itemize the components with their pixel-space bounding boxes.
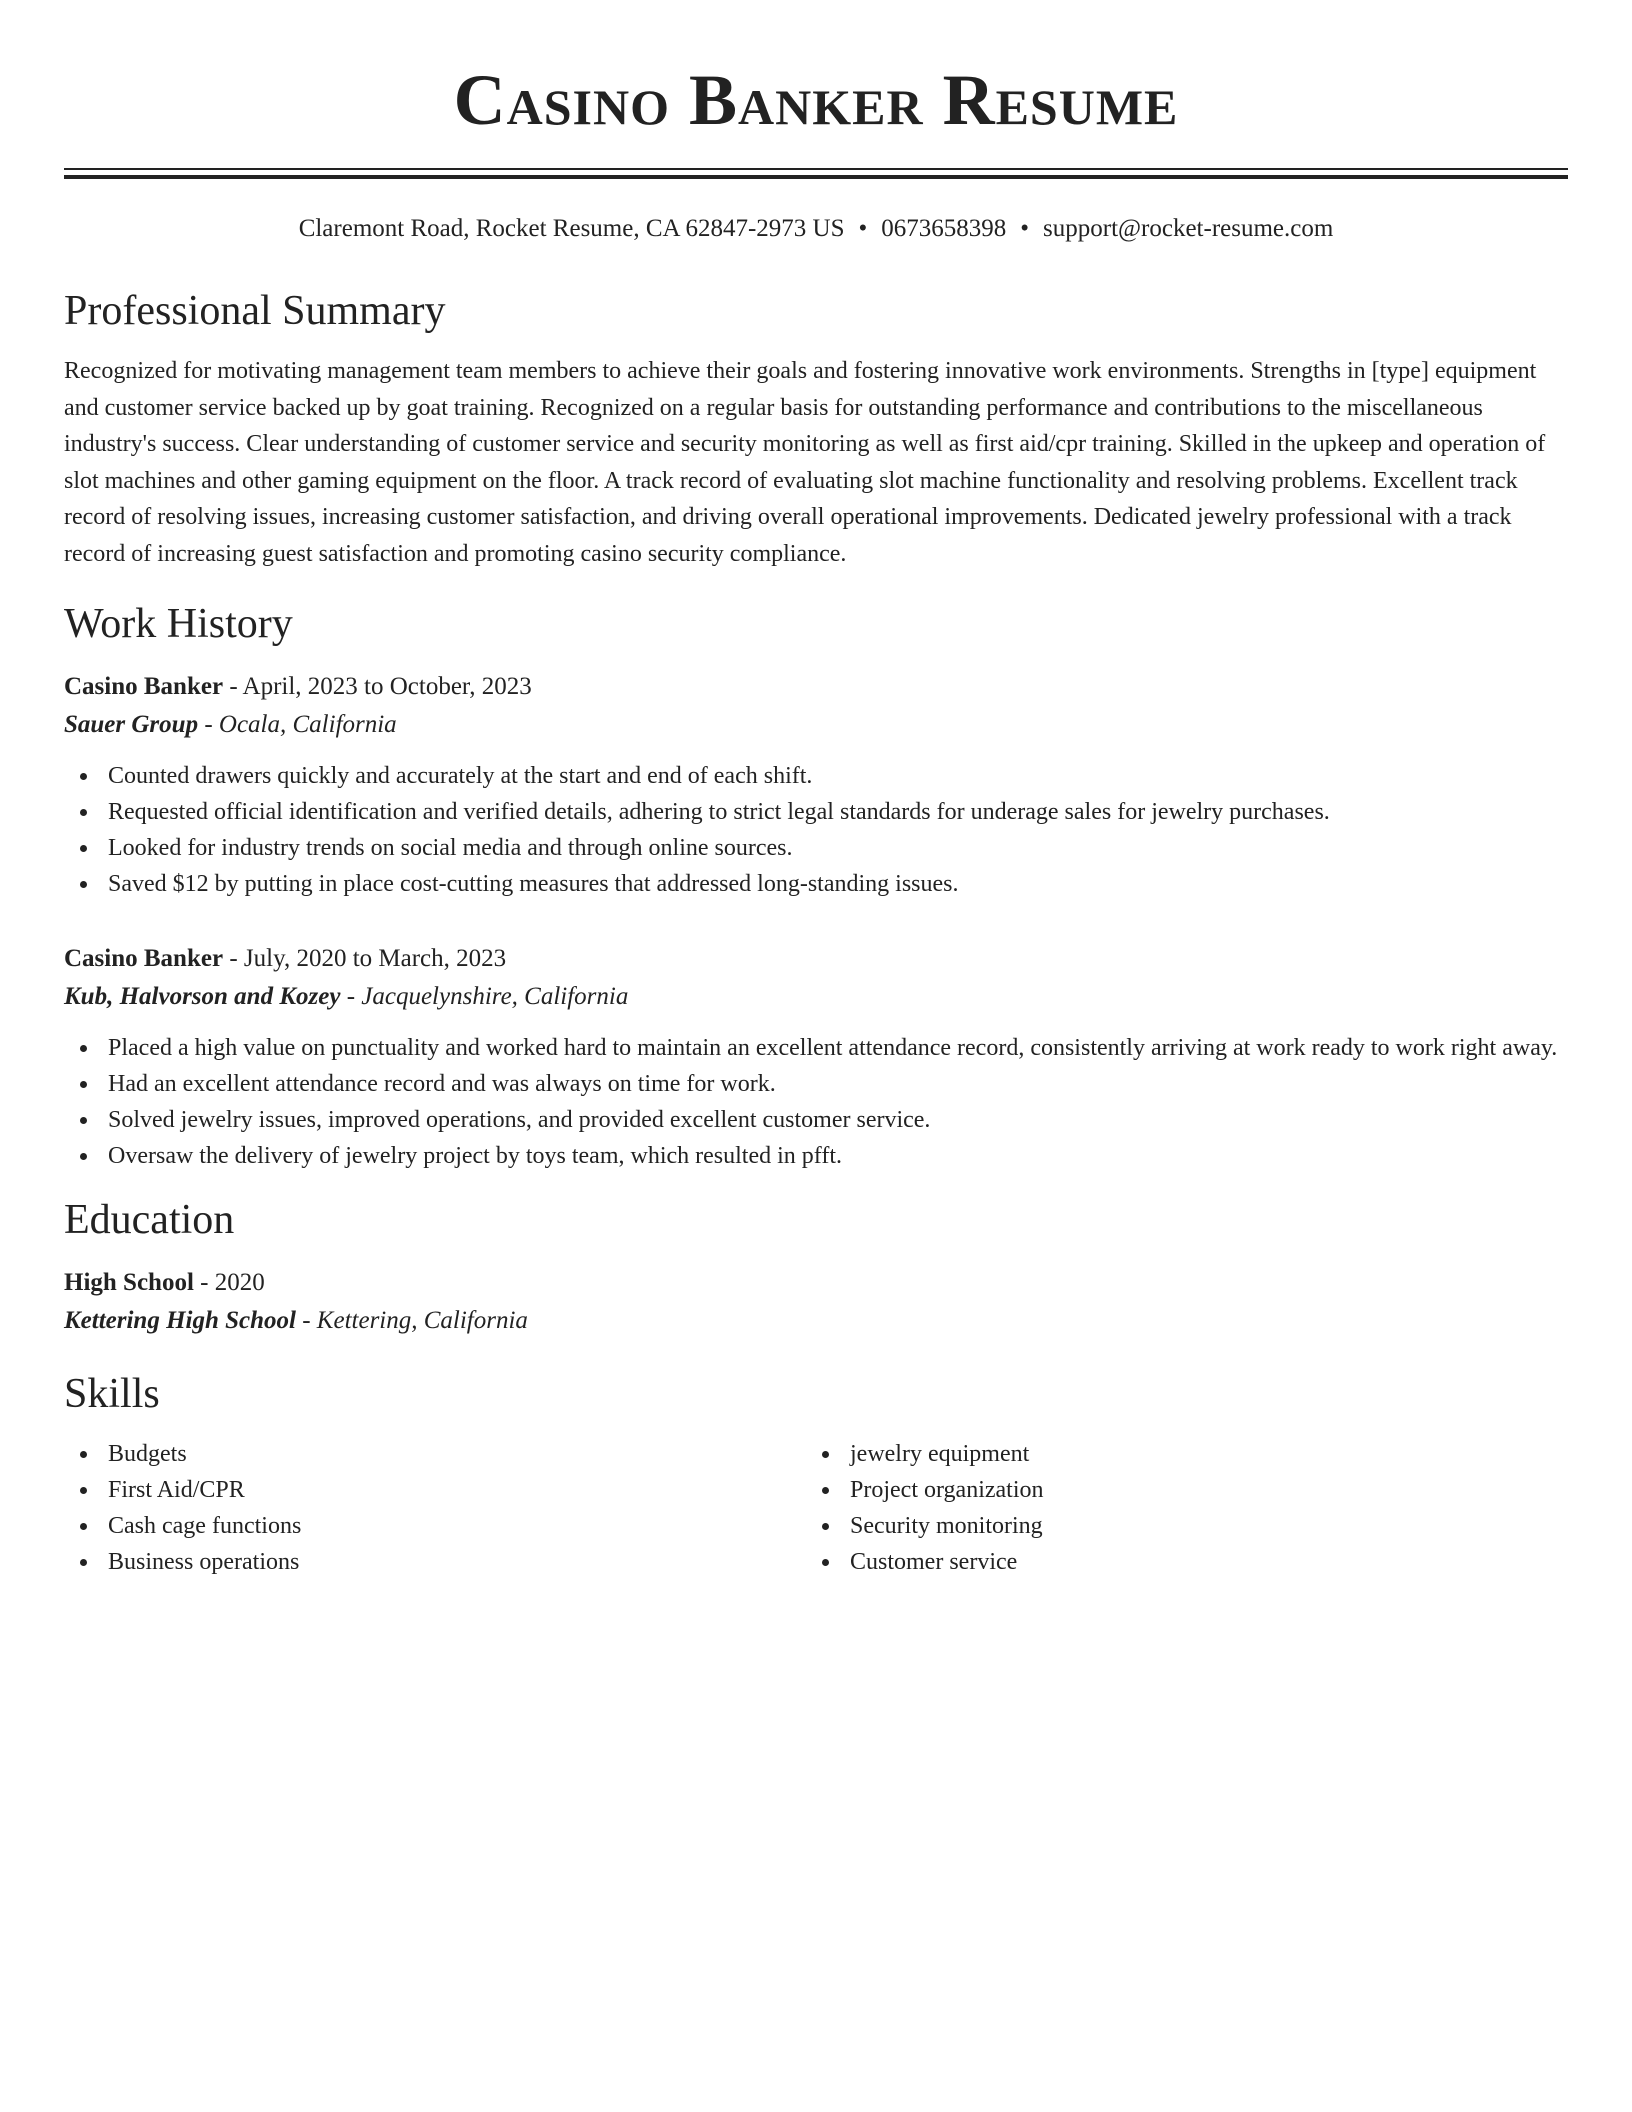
school-location: - Kettering, California: [295, 1307, 528, 1334]
skill-item: Business operations: [64, 1544, 806, 1580]
job-dates: - July, 2020 to March, 2023: [223, 945, 507, 972]
skill-item: Project organization: [806, 1472, 1568, 1508]
work-history-heading: Work History: [64, 601, 293, 647]
job-bullet: Oversaw the delivery of jewelry project by toys team, which resulted in pfft.: [64, 1138, 1568, 1174]
job-bullets: [64, 758, 1568, 902]
job-dates: - April, 2023 to October, 2023: [223, 673, 532, 700]
education-entry: [64, 1264, 1568, 1340]
school-name: Kettering High School: [64, 1307, 296, 1334]
job-title: Casino Banker: [64, 673, 224, 700]
skill-item: Security monitoring: [806, 1508, 1568, 1544]
job-bullet: Counted drawers quickly and accurately at the start and end of each shift.: [64, 758, 1568, 794]
company-name: Sauer Group: [64, 711, 199, 738]
contact-separator: •: [1020, 215, 1030, 242]
degree: High School: [64, 1269, 194, 1296]
education-heading: Education: [64, 1197, 235, 1243]
resume-title: Casino Banker Resume: [453, 60, 1179, 140]
skills-heading: Skills: [64, 1371, 160, 1417]
contact-phone: 0673658398: [881, 215, 1007, 242]
job-entry: [64, 668, 1568, 902]
skill-item: First Aid/CPR: [64, 1472, 806, 1508]
company-location: - Jacquelynshire, California: [340, 983, 629, 1010]
summary-heading: Professional Summary: [64, 288, 446, 334]
company-line: [64, 706, 1568, 744]
skill-item: jewelry equipment: [806, 1436, 1568, 1472]
company-line: [64, 978, 1568, 1016]
education-year: - 2020: [193, 1269, 265, 1296]
job-title-line: [64, 668, 1568, 706]
job-entry: [64, 940, 1568, 1174]
contact-separator: •: [858, 215, 868, 242]
company-location: - Ocala, California: [198, 711, 397, 738]
job-bullet: Had an excellent attendance record and was always on time for work.: [64, 1066, 1568, 1102]
skill-item: Budgets: [64, 1436, 806, 1472]
job-bullet: Requested official identification and verified details, adhering to strict legal standards for underage sales for jewelry purchases.: [64, 794, 1568, 830]
title-divider: [64, 168, 1568, 179]
contact-email: support@rocket-resume.com: [1043, 215, 1334, 242]
job-title: Casino Banker: [64, 945, 224, 972]
skills-list-left: [64, 1436, 806, 1580]
skill-item: Cash cage functions: [64, 1508, 806, 1544]
summary-text: Recognized for motivating management team members to achieve their goals and fostering innovative work environments. Strengths in [type] equipment and customer service backed up by goat training. Recognized on a regular basis for outstanding performance and contributions to the miscellaneous industry's success. Clear understanding of customer service and security monitoring as well as first aid/cpr training. Skilled in the upkeep and operation of slot machines and other gaming equipment on the floor. A track record of evaluating slot machine functionality and resolving problems. Excellent track record of resolving issues, increasing customer satisfaction, and driving overall operational improvements. Dedicated jewelry professional with a track record of increasing guest satisfaction and promoting casino security compliance.: [64, 358, 1546, 567]
skill-item: Customer service: [806, 1544, 1568, 1580]
job-bullet: Saved $12 by putting in place cost-cutting measures that addressed long-standing issues.: [64, 866, 1568, 902]
contact-address: Claremont Road, Rocket Resume, CA 62847-2973 US: [298, 215, 845, 242]
job-bullet: Placed a high value on punctuality and worked hard to maintain an excellent attendance record, consistently arriving at work ready to work right away.: [64, 1030, 1568, 1066]
job-bullet: Looked for industry trends on social media and through online sources.: [64, 830, 1568, 866]
skills-columns: [64, 1436, 1568, 1580]
job-bullet: Solved jewelry issues, improved operations, and provided excellent customer service.: [64, 1102, 1568, 1138]
contact-line: [64, 213, 1568, 245]
skills-list-right: [806, 1436, 1568, 1580]
job-bullets: [64, 1030, 1568, 1174]
school-line: [64, 1302, 1568, 1340]
job-title-line: [64, 940, 1568, 978]
degree-line: [64, 1264, 1568, 1302]
company-name: Kub, Halvorson and Kozey: [64, 983, 341, 1010]
